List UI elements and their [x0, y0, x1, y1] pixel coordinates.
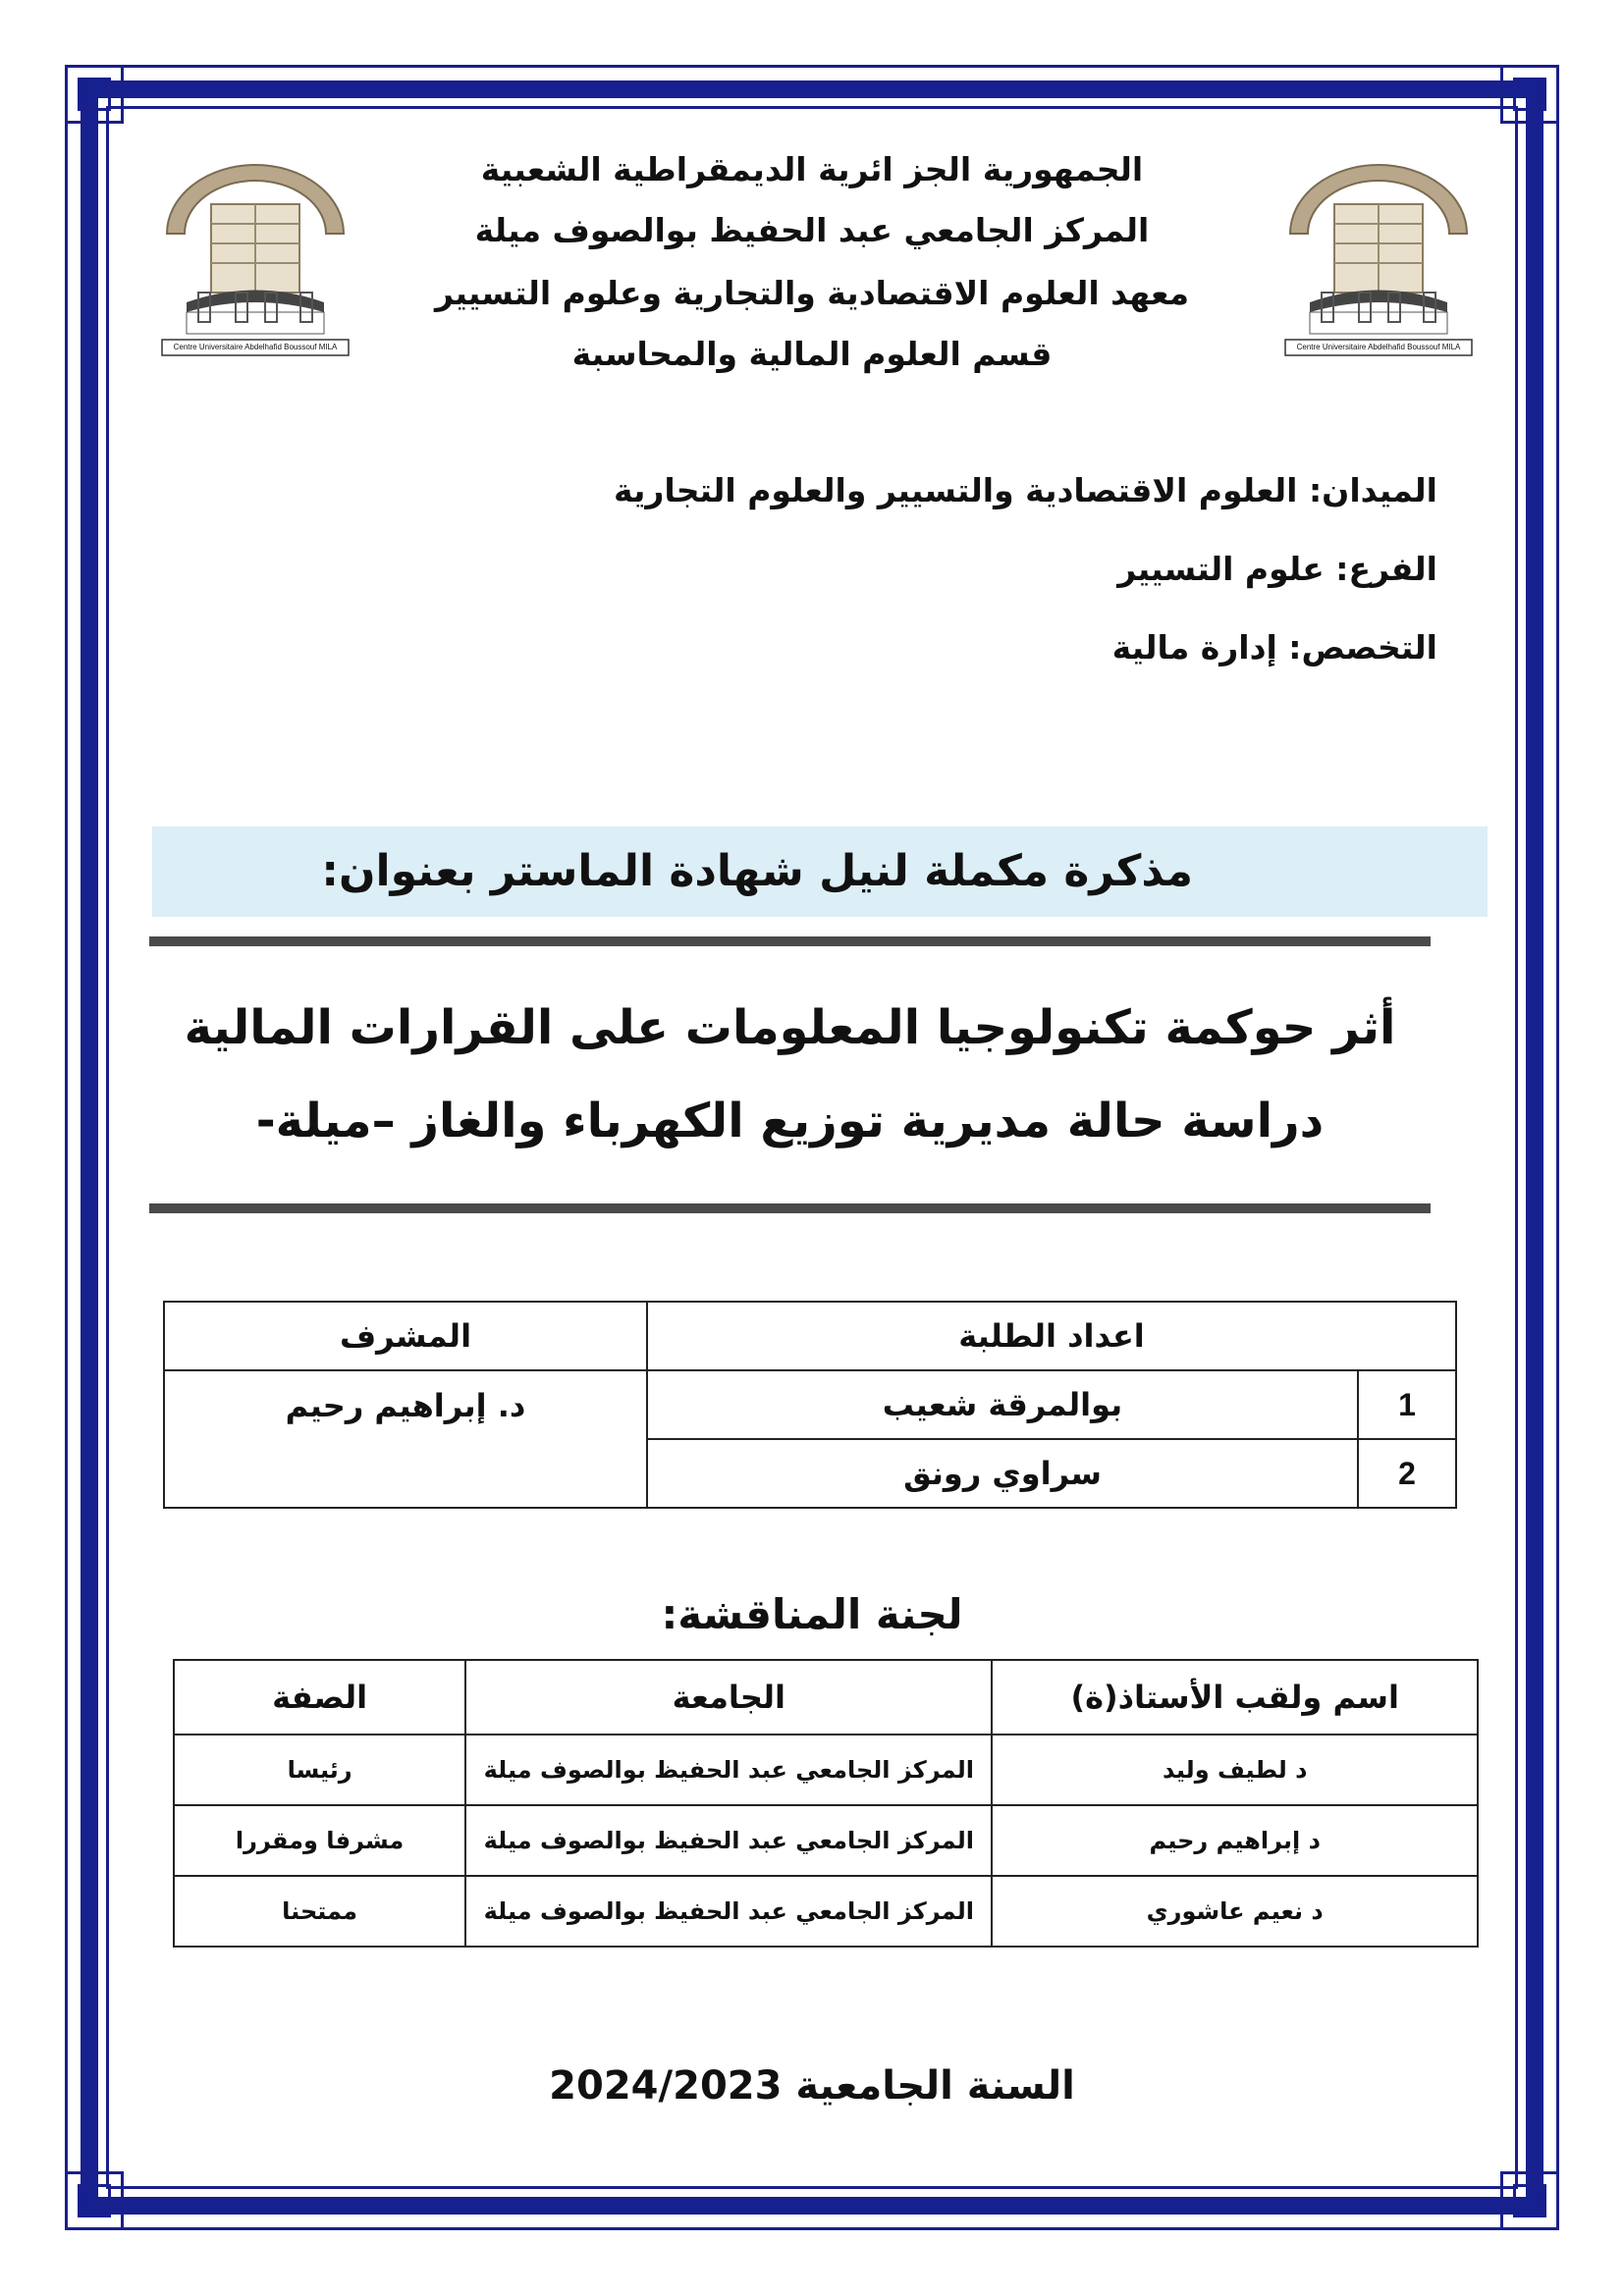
field-branch: الفرع: علوم التسيير	[1117, 550, 1437, 588]
logo-caption-right: Centre Universitaire Abdelhafid Boussouf MILA	[1296, 343, 1461, 351]
committee-member-university: المركز الجامعي عبد الحفيظ بوالصوف ميلة	[465, 1735, 992, 1805]
committee-member-name: د نعيم عاشوري	[992, 1876, 1478, 1947]
committee-member-name: د لطيف وليد	[992, 1735, 1478, 1805]
header-republic: الجمهورية الجز ائرية الديمقراطية الشعبية	[480, 150, 1144, 188]
memo-label: مذكرة مكملة لنيل شهادة الماستر بعنوان:	[321, 846, 1193, 896]
rule-top	[149, 936, 1431, 946]
frame-corner-bottom-left	[65, 2171, 124, 2230]
student-num: 1	[1358, 1370, 1456, 1439]
committee-header-name: اسم ولقب الأستاذ(ة)	[992, 1660, 1478, 1735]
frame-corner-top-left	[65, 65, 124, 124]
field-specialty: التخصص: إدارة مالية	[1111, 628, 1437, 667]
institution-header	[295, 145, 1329, 379]
header-university: المركز الجامعي عبد الحفيظ بوالصوف ميلة	[474, 211, 1150, 249]
rule-bottom	[149, 1203, 1431, 1213]
committee-member-role: مشرفا ومقررا	[174, 1805, 465, 1876]
committee-member-name: د إبراهيم رحيم	[992, 1805, 1478, 1876]
students-table	[163, 1301, 1457, 1509]
committee-member-role: ممتحنا	[174, 1876, 465, 1947]
committee-title: لجنة المناقشة:	[661, 1590, 963, 1638]
header-institute: معهد العلوم الاقتصادية والتجارية وعلوم التسيير	[434, 274, 1190, 312]
frame-corner-top-right	[1500, 65, 1559, 124]
committee-header-role: الصفة	[174, 1660, 465, 1735]
committee-member-university: المركز الجامعي عبد الحفيظ بوالصوف ميلة	[465, 1805, 992, 1876]
committee-header-university: الجامعة	[465, 1660, 992, 1735]
student-name: سراوي رونق	[647, 1439, 1358, 1508]
committee-table	[173, 1659, 1479, 1948]
header-department: قسم العلوم المالية والمحاسبة	[571, 335, 1053, 373]
student-name: بوالمرقة شعيب	[647, 1370, 1358, 1439]
student-num: 2	[1358, 1439, 1456, 1508]
frame-corner-bottom-right	[1500, 2171, 1559, 2230]
academic-year: السنة الجامعية 2024/2023	[549, 2063, 1075, 2109]
logo-caption-left: Centre Universitaire Abdelhafid Boussouf MILA	[173, 343, 338, 351]
thesis-title-line2: دراسة حالة مديرية توزيع الكهرباء والغاز –ميلة-	[255, 1094, 1325, 1148]
committee-member-role: رئيسا	[174, 1735, 465, 1805]
supervisor-name: د. إبراهيم رحيم	[164, 1370, 647, 1508]
thesis-title-line1: أثر حوكمة تكنولوجيا المعلومات على القرارات المالية	[184, 1000, 1396, 1055]
field-domain: الميدان: العلوم الاقتصادية والتسيير والعلوم التجارية	[613, 471, 1437, 509]
students-header: اعداد الطلبة	[647, 1302, 1456, 1370]
supervisor-header: المشرف	[164, 1302, 647, 1370]
committee-member-university: المركز الجامعي عبد الحفيظ بوالصوف ميلة	[465, 1876, 992, 1947]
